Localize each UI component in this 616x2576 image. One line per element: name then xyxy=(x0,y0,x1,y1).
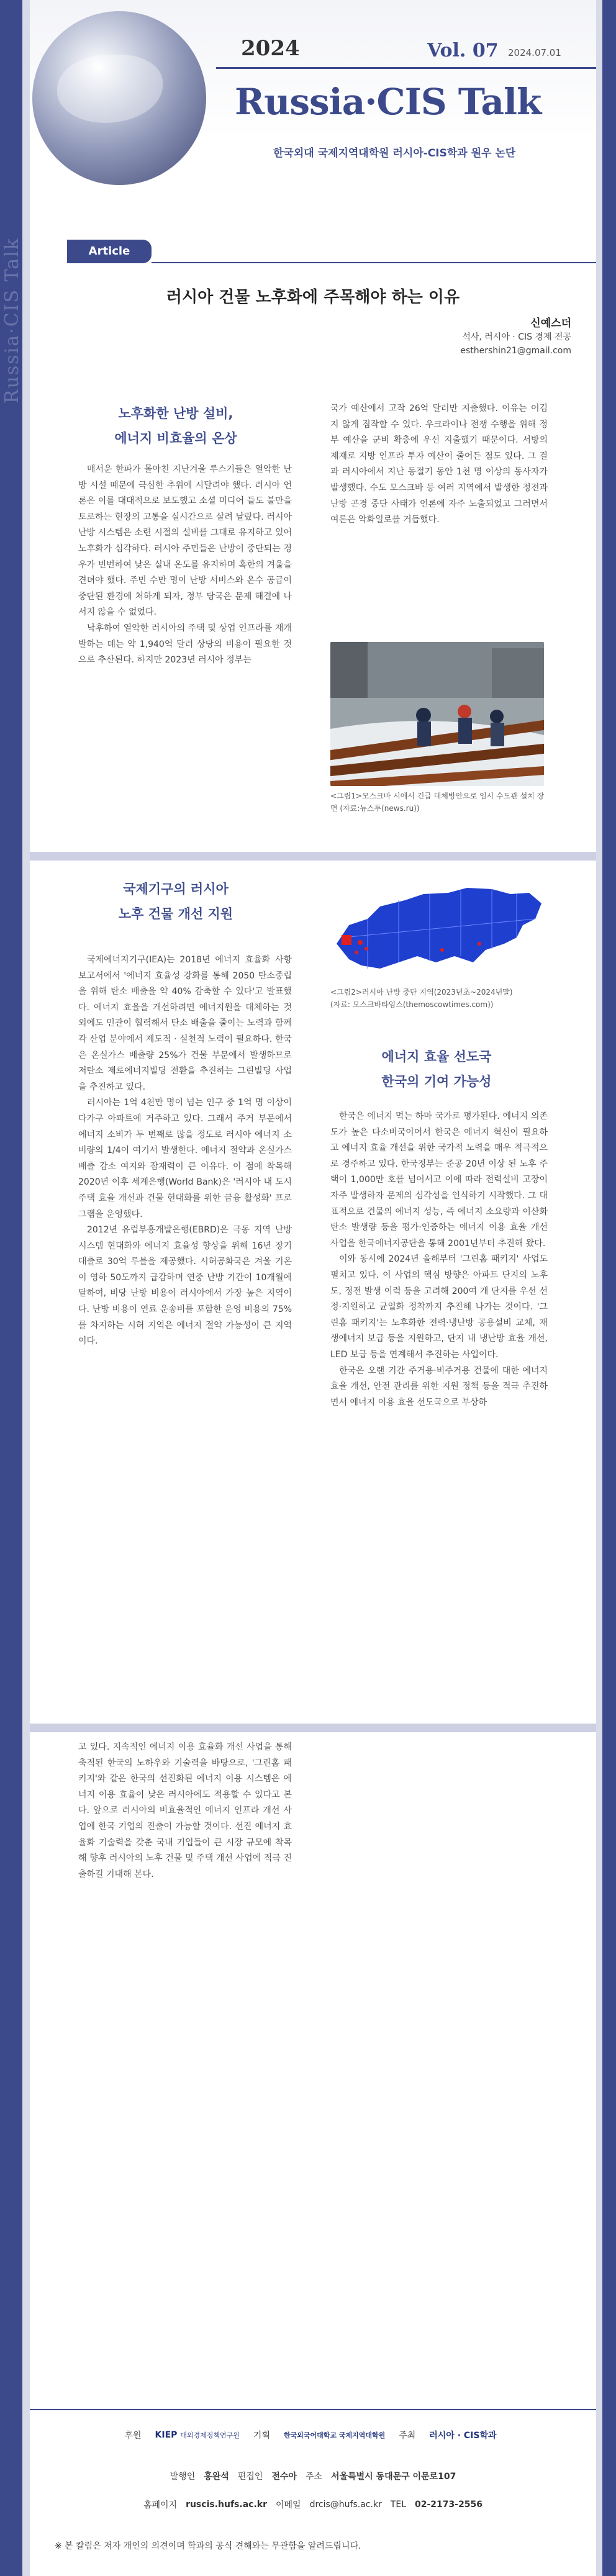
kiep-logo-text: KIEP xyxy=(155,2430,178,2440)
section1-heading xyxy=(61,401,291,451)
tel-value: 02-2173-2556 xyxy=(415,2500,483,2510)
homepage-link[interactable]: ruscis.hufs.ac.kr xyxy=(186,2500,267,2510)
masthead-rule xyxy=(216,67,596,69)
map-caption-line1: <그림2>러시아 난방 중단 지역(2023년초~2024년말) xyxy=(330,988,513,997)
author-block xyxy=(460,317,571,358)
section-divider-2 xyxy=(30,1724,596,1732)
publisher-label: 발행인 xyxy=(170,2472,196,2482)
newsletter-page xyxy=(30,0,596,2576)
section2-heading-line2: 노후 건물 개선 지원 xyxy=(118,906,233,921)
host-label: 기획 xyxy=(253,2431,270,2441)
section3-paragraph1: 한국은 에너지 먹는 하마 국가로 평가된다. 에너지 의존도가 높은 다소비국이어서 한국은 에너지 혁신이 필요하고 에너지 효율 개선을 위한 국가적 노력을 매우 적극적으로 경주하고 있다. 한국정부는 준공 20년 이상 된 노후 주택이 1,000만 호를 넘어서고 이에 따라 전력설비 고장이 자주 발생하자 문제의 심각성을 인식하기 시작했다. 그 대표적으로 건물의 에너지 성능, 즉 에너지 소요량과 이산화탄소 발생량 등을 평가·인증하는 에너지 이용 효율 개선 사업을 한국에너지공단을 통해 2001년부터 추진해 왔다. xyxy=(330,1111,548,1249)
section2-paragraph2: 러시아는 1억 4천만 명이 넘는 인구 중 1억 명 이상이 다가구 아파트에 거주하고 있다. 그래서 주거 부문에서 에너지 소비가 두 번째로 많을 정도로 러시아 에너지 소비량의 1/4이 여기서 발생한다. 에너지 절약과 온실가스 배출 감소 여지와 잠재력이 큰 이유다. 이 점에 착목해 2020년 이후 세계은행(World Bank)은 '러시아 내 도시 주택 효율 개선과 건물 현대화를 위한 금융 활성화' 프로그램을 운영했다. xyxy=(78,1098,292,1219)
section1-heading-line2: 에너지 비효율의 온상 xyxy=(114,431,237,446)
section1-right-column xyxy=(330,401,548,528)
section3-continued-column xyxy=(78,1740,292,1882)
map-caption xyxy=(330,986,548,1011)
side-brand-text: Russia·CIS Talk xyxy=(1,237,23,404)
kiep-logo-desc: 대외경제정책연구원 xyxy=(180,2431,240,2439)
publisher-name: 홍완석 xyxy=(204,2472,229,2482)
section3-paragraph4: 고 있다. 지속적인 에너지 이용 효율화 개선 사업을 통해 축적된 한국의 노하우와 기술력을 바탕으로, '그린홈 패키지'와 같은 한국의 선진화된 에너지 이용 시스템은 에너지 이용 효율이 낮은 러시아에도 적용할 수 있다고 본다. 앞으로 러시아의 비효율적인 에너지 인프라 개선 사업에 한국 기업의 진출이 가능할 것이다. 선진 에너지 효율화 기술력을 갖춘 국내 기업들이 큰 시장 규모에 착목해 향후 러시아의 노후 건물 및 주택 개선 사업에 적극 진출하길 기대해 본다. xyxy=(78,1742,292,1879)
author-role: 석사, 러시아 · CIS 경제 전공 xyxy=(462,332,571,342)
issue-volume: Vol. 07 xyxy=(427,40,499,61)
sponsor-label: 후원 xyxy=(124,2431,142,2441)
author-email: esthershin21@gmail.com xyxy=(460,346,571,356)
russia-map-illustration xyxy=(330,875,548,982)
section1-left-column xyxy=(78,462,292,669)
email-link[interactable]: drcis@hufs.ac.kr xyxy=(309,2500,382,2510)
org-label: 주최 xyxy=(399,2431,416,2441)
issue-date: 2024.07.01 xyxy=(508,47,561,58)
pipes-photo-illustration xyxy=(330,642,544,786)
section3-paragraph2: 이와 동시에 2024년 올해부터 '그린홈 패키지' 사업도 펼치고 있다. 이 사업의 핵심 방향은 아파트 단지의 노후도, 정전 발생 이력 등을 고려해 200여 개 단지를 우선 선정·지원하고 균일화 정착까지 추진해 나가는 것이다. '그린홈 패키지'는 노후화한 전력·냉난방 공용설비 교체, 재생에너지 보급 등을 지원하고, 단지 내 냉난방 효율 개선, LED 보급 등을 연계해서 추진하는 사업이다. xyxy=(330,1254,548,1360)
section3-heading-line1: 에너지 효율 선도국 xyxy=(381,1049,492,1064)
article-tag-rule xyxy=(152,262,596,263)
editor-name: 전수아 xyxy=(271,2472,297,2482)
article-title: 러시아 건물 노후화에 주목해야 하는 이유 xyxy=(166,288,460,307)
map-caption-line2: (자료: 모스크바타임스(themoscowtimes.com)) xyxy=(330,1000,494,1009)
section3-right-column xyxy=(330,1109,548,1411)
homepage-label: 홈페이지 xyxy=(143,2500,178,2510)
section1-paragraph3: 국가 예산에서 고작 26억 달러만 지출했다. 이유는 어김지 않게 짐작할 수 있다. 우크라이나 전쟁 수행을 위해 정부 예산을 군비 확충에 우선 지출했기 때문이다. 서방의 제재로 지방 인프라 투자 예산이 줄어든 점도 있다. 그 결과 러시아에서 지난 동절기 동안 1천 명 이상의 동사자가 발생했다. 수도 모스크바 등 여러 지역에서 발생한 정전과 난방 곤경 중단 사태가 언론에 자주 노출되었고 그러면서 여론은 악화일로를 거듭했다. xyxy=(330,404,548,525)
footer-sponsors xyxy=(30,2428,596,2443)
section3-heading-line2: 한국의 기여 가능성 xyxy=(381,1074,492,1089)
editor-label: 편집인 xyxy=(237,2472,263,2482)
section2-heading-line1: 국제기구의 러시아 xyxy=(123,882,229,897)
disclaimer-notice: ※ 본 칼럼은 저자 개인의 의견이며 학과의 공식 견해와는 무관함을 알려드립니다. xyxy=(55,2541,361,2551)
section2-heading xyxy=(61,877,291,926)
article-tag: Article xyxy=(67,240,152,263)
section1-paragraph2: 낙후하여 열악한 러시아의 주택 및 상업 인프라를 재개발하는 데는 약 1,940억 달러 상당의 비용이 필요한 것으로 추산된다. 하지만 2023년 러시아 정부는 xyxy=(78,623,292,666)
right-band xyxy=(602,0,616,2576)
section3-heading xyxy=(322,1044,551,1094)
hufs-logo: 한국외국어대학교 국제지역대학원 xyxy=(283,2431,386,2439)
section1-heading-line1: 노후화한 난방 설비, xyxy=(118,406,233,421)
section2-paragraph1: 국제에너지기구(IEA)는 2018년 에너지 효율화 사항 보고서에서 '에너지 효율성 강화를 통해 2050 탄소중립을 위해 탄소 배출을 약 40% 감축할 수 있다'고 발표했다. 에너지 효율을 개선하려면 에너지원을 대체하는 것 외에도 민관이 협력해서 탄소 배출을 줄이는 노력과 함께 각 산업 분야에서 제도적 · 실천적 노력이 필요하다. 한국은 온실가스 배출량 25%가 건물 부문에서 발생하므로 저탄소 제로에너지빌딩 전환을 추진하는 그린빌딩 사업을 추진하고 있다. xyxy=(78,955,292,1092)
russia-map-icon xyxy=(330,875,548,982)
address-value: 서울특별시 동대문구 이문로107 xyxy=(331,2472,456,2482)
issue-year: 2024 xyxy=(241,36,300,61)
section2-paragraph3: 2012년 유럽부흥개발은행(EBRD)은 극동 지역 난방 시스템 현대화와 에너지 효율성 향상을 위해 16년 장기대출로 30억 루블을 제공했다. 시허공화국은 겨울 기온이 영하 50도까지 급감하며 연중 난방 기간이 10개월에 달하여, 비당 난방 비용이 러시아에서 가장 높은 지역이다. 난방 비용이 연료 운송비를 포함한 운영 비용의 75%를 차지하는 시허 지역은 에너지 절약 가능성이 큰 지역이다. xyxy=(78,1225,292,1347)
kiep-logo xyxy=(150,2429,245,2441)
pipes-photo-icon xyxy=(330,642,544,786)
section2-column xyxy=(78,952,292,1350)
author-name: 신예스더 xyxy=(530,317,571,330)
section-divider-1 xyxy=(30,852,596,861)
brand-title: Russia·CIS Talk xyxy=(235,81,541,123)
tel-label: TEL xyxy=(390,2500,406,2510)
email-label: 이메일 xyxy=(275,2500,301,2510)
section3-paragraph3: 한국은 오랜 기간 주거용·비주거용 건물에 대한 에너지 효율 개선, 안전 관리를 위한 지원 정책 등을 적극 추진하면서 에너지 이용 효율 선도국으로 부상하 xyxy=(330,1365,548,1408)
address-label: 주소 xyxy=(305,2472,323,2482)
photo1-caption: <그림1>모스크바 시에서 긴급 대체방안으로 임시 수도관 설치 장면 (자료:뉴스투(news.ru)) xyxy=(330,792,545,813)
department-logo: 러시아 · CIS학과 xyxy=(429,2431,497,2441)
footer-contact-row xyxy=(30,2498,596,2511)
footer-rule xyxy=(30,2409,596,2410)
brand-subtitle: 한국외대 국제지역대학원 러시아-CIS학과 원우 논단 xyxy=(273,147,516,160)
masthead xyxy=(30,0,596,230)
globe-icon xyxy=(32,11,206,185)
footer-publisher-row xyxy=(30,2470,596,2482)
section1-paragraph1: 매서운 한파가 몰아친 지난겨울 루스기들은 열악한 난방 시설 때문에 극심한 추위에 시달려야 했다. 러시아 언론은 이를 대대적으로 보도했고 소셜 미디어 들도 불만을 토로하는 현장의 고통을 실시간으로 살려 날랐다. 러시아 난방 시스템은 소련 시절의 설비를 그대로 유지하고 있어 노후화가 심각하다. 러시아 주민들은 난방이 중단되는 경우가 빈번하여 낮은 실내 온도를 유지하며 혹한의 겨울을 견뎌야 했다. 주민 수만 명이 난방 서비스와 온수 공급이 중단된 환경에 처하게 되자, 정부 당국은 문제 해결에 나서지 않을 수 없었다. xyxy=(78,464,292,618)
